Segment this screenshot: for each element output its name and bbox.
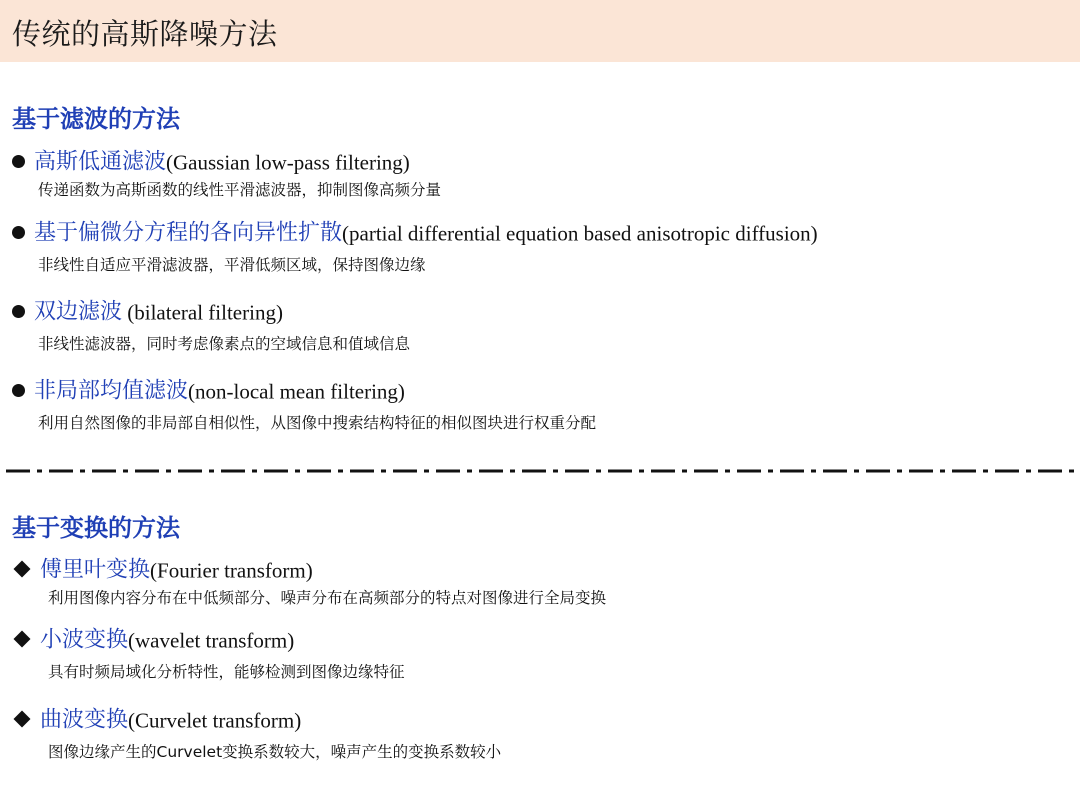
method-description: 非线性滤波器，同时考虑像素点的空域信息和值域信息 (38, 335, 411, 353)
method-description: 具有时频局域化分析特性，能够检测到图像边缘特征 (48, 663, 405, 681)
method-description: 利用自然图像的非局部自相似性，从图像中搜索结构特征的相似图块进行权重分配 (38, 414, 597, 432)
bullet-dot-icon (12, 226, 25, 239)
bullet-dot-icon (12, 384, 25, 397)
bullet-diamond-icon (14, 561, 31, 578)
list-item (12, 377, 596, 433)
method-name-zh: 曲波变换 (40, 707, 129, 733)
bullet-diamond-icon (14, 711, 31, 728)
list-item (12, 148, 441, 200)
section-heading-transform: 基于变换的方法 (12, 514, 180, 542)
list-item (12, 219, 818, 275)
method-description: 图像边缘产生的Curvelet变换系数较大，噪声产生的变换系数较小 (48, 743, 502, 761)
method-name-en: (non-local mean filtering) (188, 379, 405, 404)
bullet-diamond-icon (14, 631, 31, 648)
list-item (12, 706, 501, 762)
bullet-dot-icon (12, 305, 25, 318)
method-description: 传递函数为高斯函数的线性平滑滤波器，抑制图像高频分量 (38, 181, 442, 199)
method-name-zh: 高斯低通滤波 (34, 149, 167, 175)
method-name-zh: 小波变换 (40, 627, 129, 653)
method-name-en: (Gaussian low-pass filtering) (166, 150, 410, 175)
dash-dot-divider (0, 466, 1080, 476)
page-title: 传统的高斯降噪方法 (12, 17, 278, 51)
method-name-en: (bilateral filtering) (122, 300, 283, 325)
method-description: 非线性自适应平滑滤波器，平滑低频区域，保持图像边缘 (38, 256, 426, 274)
method-name-en: (wavelet transform) (128, 628, 295, 653)
method-name-zh: 基于偏微分方程的各向异性扩散 (34, 220, 343, 246)
title-bar (0, 0, 1080, 62)
method-description: 利用图像内容分布在中低频部分、噪声分布在高频部分的特点对图像进行全局变换 (48, 589, 607, 607)
section-heading-filtering: 基于滤波的方法 (12, 105, 180, 133)
method-name-zh: 傅里叶变换 (40, 557, 151, 583)
list-item (12, 556, 606, 608)
method-name-en: (Fourier transform) (150, 558, 313, 583)
method-name-en: (partial differential equation based anisotropic diffusion) (342, 221, 818, 246)
list-item (12, 298, 410, 354)
method-name-zh: 非局部均值滤波 (34, 378, 189, 404)
list-item (12, 626, 405, 682)
method-name-zh: 双边滤波 (34, 299, 123, 325)
bullet-dot-icon (12, 155, 25, 168)
method-name-en: (Curvelet transform) (128, 708, 302, 733)
